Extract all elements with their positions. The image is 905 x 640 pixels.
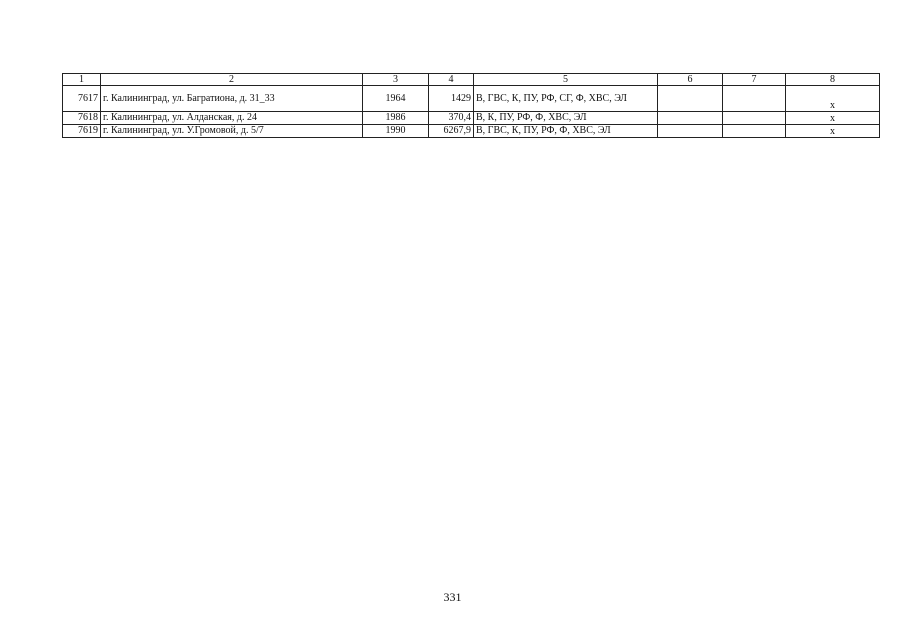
column-header: 8 <box>786 74 880 86</box>
area-cell: 370,4 <box>429 112 474 125</box>
column-8-cell: х <box>786 86 880 112</box>
column-header: 5 <box>474 74 658 86</box>
column-header: 2 <box>101 74 363 86</box>
row-number: 7618 <box>63 112 101 125</box>
column-7-cell <box>723 86 786 112</box>
table-row <box>63 86 880 112</box>
column-header: 1 <box>63 74 101 86</box>
table-row <box>63 112 880 125</box>
systems-cell: В, К, ПУ, РФ, Ф, ХВС, ЭЛ <box>474 112 658 125</box>
systems-cell: В, ГВС, К, ПУ, РФ, СГ, Ф, ХВС, ЭЛ <box>474 86 658 112</box>
address-cell: г. Калининград, ул. Алданская, д. 24 <box>101 112 363 125</box>
year-cell: 1990 <box>363 125 429 138</box>
column-6-cell <box>658 125 723 138</box>
table-header-row <box>63 74 880 86</box>
column-header: 6 <box>658 74 723 86</box>
column-6-cell <box>658 112 723 125</box>
column-7-cell <box>723 125 786 138</box>
column-header: 3 <box>363 74 429 86</box>
column-7-cell <box>723 112 786 125</box>
table-row <box>63 125 880 138</box>
column-header: 7 <box>723 74 786 86</box>
year-cell: 1986 <box>363 112 429 125</box>
table-body <box>63 74 880 138</box>
area-cell: 6267,9 <box>429 125 474 138</box>
area-cell: 1429 <box>429 86 474 112</box>
column-8-cell: х <box>786 125 880 138</box>
row-number: 7619 <box>63 125 101 138</box>
systems-cell: В, ГВС, К, ПУ, РФ, Ф, ХВС, ЭЛ <box>474 125 658 138</box>
column-8-cell: х <box>786 112 880 125</box>
year-cell: 1964 <box>363 86 429 112</box>
address-cell: г. Калининград, ул. Багратиона, д. 31_33 <box>101 86 363 112</box>
property-table <box>62 73 880 138</box>
row-number: 7617 <box>63 86 101 112</box>
column-6-cell <box>658 86 723 112</box>
column-header: 4 <box>429 74 474 86</box>
address-cell: г. Калининград, ул. У.Громовой, д. 5/7 <box>101 125 363 138</box>
page-number: 331 <box>443 590 462 604</box>
